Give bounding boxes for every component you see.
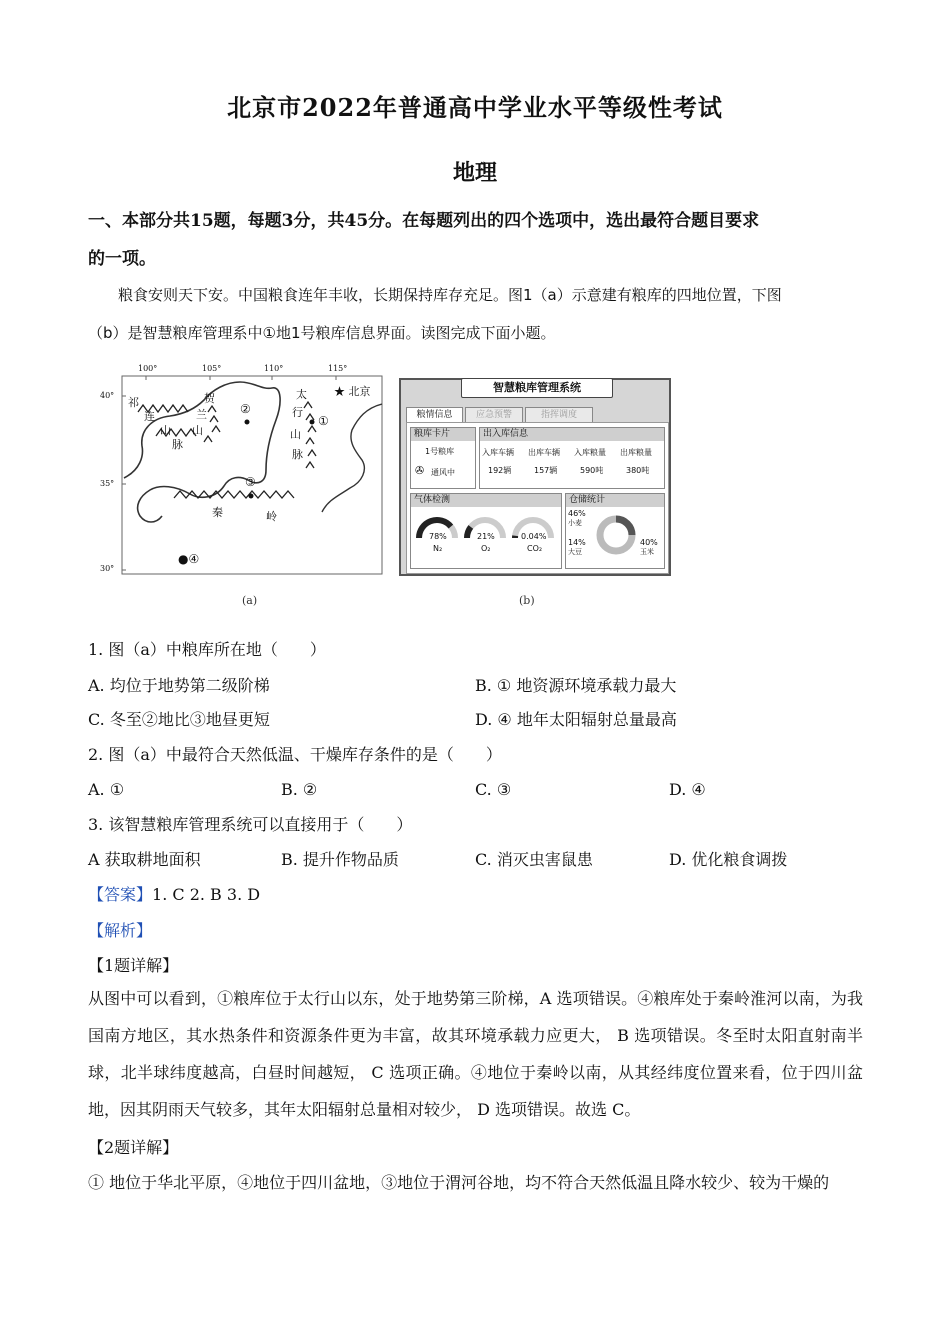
- answer-text: 1. C 2. B 3. D: [152, 885, 261, 904]
- mountain-label-ling: 岭: [266, 510, 277, 523]
- mountain-label-shan2: 山: [192, 424, 203, 437]
- io-val-out-vehicles: 157辆: [534, 466, 558, 475]
- q1-stem: 1. 图（a）中粮库所在地（ ）: [88, 640, 326, 659]
- section-heading-line1: 一、本部分共15题，每题3分，共45分。在每题列出的四个选项中，选出最符合题目要求: [88, 211, 760, 231]
- figure-b-caption: (b): [519, 594, 535, 607]
- intro-line2: （b）是智慧粮库管理系中①地1号粮库信息界面。读图完成下面小题。: [88, 324, 556, 342]
- section-heading: [88, 202, 858, 278]
- mountain-label-mai2: 脉: [292, 448, 303, 461]
- mountain-label-he: 贺: [204, 392, 215, 405]
- exam-title: 北京市2022年普通高中学业水平等级性考试: [227, 93, 723, 122]
- point-1-label: ①: [318, 414, 329, 428]
- info-panel: [406, 422, 669, 574]
- storage-box: [565, 493, 665, 569]
- lon-label-110: 110°: [264, 364, 284, 373]
- lat-label-35: 35°: [100, 479, 115, 488]
- gauge-n2-label: N₂: [433, 544, 443, 553]
- io-val-in-grain: 590吨: [580, 466, 604, 475]
- gauge-n2-value: 78%: [429, 532, 447, 541]
- mountain-label-hang: 行: [292, 406, 303, 419]
- q3-option-c: C. 消灭虫害鼠患: [475, 850, 593, 869]
- section-heading-line2: 的一项。: [88, 249, 156, 269]
- tab-dispatch[interactable]: 指挥调度: [525, 407, 593, 423]
- card-status: 通风中: [431, 468, 455, 477]
- detail2-text: ① 地位于华北平原，④地位于四川盆地，③地位于渭河谷地，均不符合天然低温且降水较少、较为干燥的: [88, 1173, 830, 1192]
- mountain-label-shan3: 山: [290, 428, 301, 441]
- fan-icon: ✇: [415, 464, 425, 477]
- card-header: 粮库卡片: [411, 428, 475, 441]
- q2-option-a: A. ①: [88, 780, 125, 799]
- system-title: 智慧粮库管理系统: [461, 378, 613, 398]
- q2-option-b: B. ②: [281, 780, 318, 799]
- lon-label-105: 105°: [202, 364, 222, 373]
- q3-option-a: A 获取耕地面积: [88, 850, 201, 869]
- q1-option-a: A. 均位于地势第二级阶梯: [88, 676, 270, 695]
- io-col-in-grain: 入库粮量: [574, 448, 606, 457]
- gas-box: [410, 493, 562, 569]
- gauge-fill: [467, 527, 471, 538]
- gauge-co2-label: CO₂: [527, 544, 543, 553]
- io-header: 出入库信息: [480, 428, 664, 441]
- storage-header: 仓储统计: [566, 494, 664, 507]
- q3-option-d: D. 优化粮食调拨: [669, 850, 788, 869]
- io-col-out-vehicles: 出库车辆: [528, 448, 560, 457]
- figure-a-caption: (a): [242, 594, 258, 607]
- q3-stem: 3. 该智慧粮库管理系统可以直接用于（ ）: [88, 815, 413, 834]
- q1-option-c: C. 冬至②地比③地昼更短: [88, 710, 270, 729]
- storage-wheat-name: 小麦: [568, 519, 582, 527]
- beijing-label: ★ 北京: [334, 385, 371, 398]
- storage-soy-name: 大豆: [568, 548, 582, 556]
- mountain-label-qin: 秦: [212, 506, 223, 519]
- mountain-label-tai: 太: [296, 388, 307, 401]
- tab-grain-info[interactable]: 粮情信息: [406, 407, 463, 422]
- mountain-label-lan: 兰: [196, 408, 207, 421]
- subject-title: 地理: [452, 160, 497, 186]
- gauge-o2-value: 21%: [477, 532, 495, 541]
- q2-option-d: D. ④: [669, 780, 706, 799]
- io-box: [479, 427, 665, 489]
- figure-b-system: [399, 378, 671, 576]
- detail2-heading: 【2题详解】: [88, 1138, 179, 1157]
- storage-corn-pct: 40%: [640, 538, 658, 547]
- q3-option-b: B. 提升作物品质: [281, 850, 399, 869]
- gauge-o2-label: O₂: [481, 544, 491, 553]
- analysis-label: 【解析】: [88, 921, 153, 940]
- lat-label-40: 40°: [100, 391, 115, 400]
- detail1-heading: 【1题详解】: [88, 956, 179, 975]
- lat-label-30: 30°: [100, 564, 115, 573]
- mountain-label-shan1: 山: [160, 424, 171, 437]
- storage-soy-pct: 14%: [568, 538, 586, 547]
- lon-label-115: 115°: [328, 364, 348, 373]
- storage-corn-name: 玉米: [640, 548, 654, 556]
- lon-label-100: 100°: [138, 364, 158, 373]
- io-col-out-grain: 出库粮量: [620, 448, 652, 457]
- mountain-label-mai1: 脉: [172, 438, 183, 451]
- point-2-label: ②: [240, 402, 251, 416]
- card-name: 1号粮库: [425, 447, 455, 456]
- storage-wheat-pct: 46%: [568, 509, 586, 518]
- q2-stem: 2. 图（a）中最符合天然低温、干燥库存条件的是（ ）: [88, 745, 502, 764]
- point-3-label: ③: [245, 475, 256, 489]
- point-4-label: ●④: [178, 552, 200, 566]
- q1-option-b: B. ① 地资源环境承载力最大: [475, 676, 677, 695]
- tab-emergency[interactable]: 应急预警: [465, 407, 523, 423]
- gas-header: 气体检测: [411, 494, 561, 507]
- intro-line1: 粮食安则天下安。中国粮食连年丰收，长期保持库存充足。图1（a）示意建有粮库的四地位置，下图: [118, 286, 782, 304]
- answer-line: [88, 885, 260, 905]
- q1-option-d: D. ④ 地年太阳辐射总量最高: [475, 710, 677, 729]
- q2-option-c: C. ③: [475, 780, 512, 799]
- mountain-label-lian: 连: [144, 410, 155, 423]
- gauge-co2-value: 0.04%: [521, 532, 547, 541]
- io-col-in-vehicles: 入库车辆: [482, 448, 514, 457]
- io-val-out-grain: 380吨: [626, 466, 650, 475]
- mountain-label-qi: 祁: [128, 396, 139, 409]
- figure-a-map: [100, 360, 390, 580]
- detail1-text: 从图中可以看到，①粮库位于太行山以东，处于地势第三阶梯，A 选项错误。④粮库处于秦岭淮河以南，为我国南方地区，其水热条件和资源条件更为丰富，故其环境承载力应更大， B 选项错误。冬至时太阳直射南半球，北半球纬度越高，白昼时间越短， C 选项正确。④地位于秦岭以南，从其经纬度位置来看，位于四川盆地，因其阴雨天气较多，其年太阳辐射总量相对较少， D 选项错误。故选 C。: [88, 989, 863, 1119]
- answer-label: 【答案】: [88, 885, 153, 904]
- card-box: [410, 427, 476, 489]
- intro-paragraph: [88, 276, 863, 352]
- io-val-in-vehicles: 192辆: [488, 466, 512, 475]
